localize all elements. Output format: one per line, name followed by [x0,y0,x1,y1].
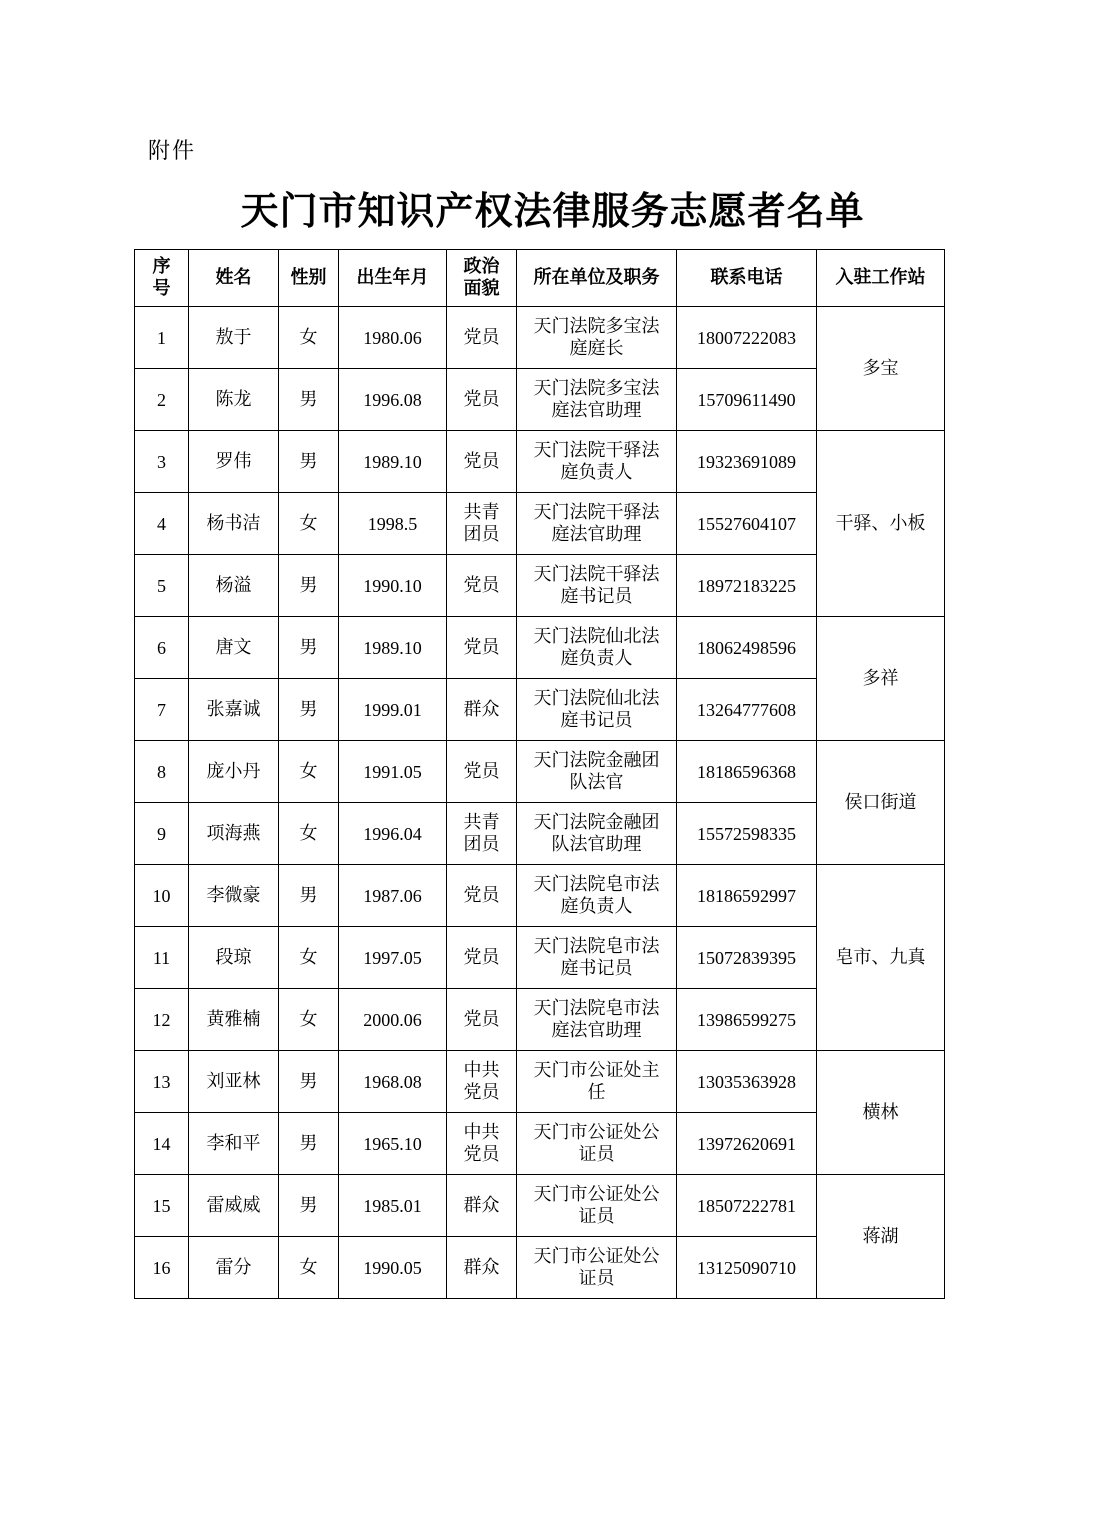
cell-phone: 19323691089 [677,431,817,493]
cell-unit: 天门法院仙北法庭负责人 [517,617,677,679]
table-row [135,307,945,369]
cell-name: 张嘉诚 [189,679,279,741]
cell-name: 李和平 [189,1113,279,1175]
cell-political: 党员 [447,431,517,493]
cell-gender: 男 [279,369,339,431]
cell-political: 党员 [447,369,517,431]
cell-political: 党员 [447,617,517,679]
cell-station: 蒋湖 [817,1175,945,1299]
cell-political: 群众 [447,679,517,741]
cell-name: 庞小丹 [189,741,279,803]
table-header-row [135,250,945,307]
cell-station: 干驿、小板 [817,431,945,617]
cell-unit: 天门法院金融团队法官助理 [517,803,677,865]
cell-name: 杨书洁 [189,493,279,555]
cell-unit: 天门法院多宝法庭法官助理 [517,369,677,431]
cell-no: 15 [135,1175,189,1237]
cell-no: 1 [135,307,189,369]
cell-phone: 18972183225 [677,555,817,617]
cell-gender: 男 [279,1113,339,1175]
cell-name: 敖于 [189,307,279,369]
header-birth: 出生年月 [339,250,447,307]
cell-political: 中共党员 [447,1051,517,1113]
cell-no: 14 [135,1113,189,1175]
cell-name: 陈龙 [189,369,279,431]
header-gender: 性别 [279,250,339,307]
cell-phone: 18186596368 [677,741,817,803]
cell-political: 党员 [447,865,517,927]
cell-political: 共青团员 [447,493,517,555]
cell-name: 黄雅楠 [189,989,279,1051]
table-body [135,307,945,1299]
cell-no: 4 [135,493,189,555]
cell-unit: 天门法院干驿法庭书记员 [517,555,677,617]
header-station: 入驻工作站 [817,250,945,307]
cell-birth: 1987.06 [339,865,447,927]
cell-birth: 1985.01 [339,1175,447,1237]
cell-name: 雷分 [189,1237,279,1299]
cell-name: 唐文 [189,617,279,679]
header-political: 政治面貌 [447,250,517,307]
cell-birth: 1996.04 [339,803,447,865]
cell-phone: 13264777608 [677,679,817,741]
cell-gender: 男 [279,1175,339,1237]
cell-no: 2 [135,369,189,431]
cell-unit: 天门法院皂市法庭书记员 [517,927,677,989]
cell-gender: 女 [279,803,339,865]
cell-phone: 18062498596 [677,617,817,679]
cell-unit: 天门法院金融团队法官 [517,741,677,803]
cell-political: 群众 [447,1175,517,1237]
cell-phone: 15709611490 [677,369,817,431]
cell-name: 李微豪 [189,865,279,927]
cell-gender: 女 [279,741,339,803]
cell-political: 党员 [447,927,517,989]
cell-gender: 男 [279,555,339,617]
cell-phone: 13986599275 [677,989,817,1051]
cell-unit: 天门市公证处公证员 [517,1237,677,1299]
cell-political: 党员 [447,555,517,617]
table-row [135,865,945,927]
cell-birth: 1980.06 [339,307,447,369]
header-no: 序号 [135,250,189,307]
cell-no: 9 [135,803,189,865]
cell-unit: 天门法院干驿法庭法官助理 [517,493,677,555]
cell-political: 党员 [447,307,517,369]
cell-no: 6 [135,617,189,679]
cell-phone: 18186592997 [677,865,817,927]
cell-name: 项海燕 [189,803,279,865]
cell-political: 共青团员 [447,803,517,865]
cell-unit: 天门市公证处主任 [517,1051,677,1113]
cell-no: 5 [135,555,189,617]
cell-station: 横林 [817,1051,945,1175]
cell-unit: 天门法院仙北法庭书记员 [517,679,677,741]
table-row [135,741,945,803]
cell-gender: 男 [279,865,339,927]
cell-no: 16 [135,1237,189,1299]
cell-gender: 女 [279,307,339,369]
cell-unit: 天门法院皂市法庭负责人 [517,865,677,927]
cell-unit: 天门法院干驿法庭负责人 [517,431,677,493]
cell-name: 杨溢 [189,555,279,617]
cell-phone: 18507222781 [677,1175,817,1237]
cell-phone: 15572598335 [677,803,817,865]
header-name: 姓名 [189,250,279,307]
attachment-label: 附件 [148,139,197,164]
cell-name: 刘亚林 [189,1051,279,1113]
cell-phone: 13035363928 [677,1051,817,1113]
cell-unit: 天门市公证处公证员 [517,1175,677,1237]
cell-phone: 18007222083 [677,307,817,369]
cell-station: 多宝 [817,307,945,431]
cell-birth: 1989.10 [339,617,447,679]
cell-no: 10 [135,865,189,927]
cell-birth: 1996.08 [339,369,447,431]
cell-unit: 天门法院多宝法庭庭长 [517,307,677,369]
volunteer-table [134,249,945,1299]
header-phone: 联系电话 [677,250,817,307]
cell-gender: 女 [279,927,339,989]
cell-birth: 1997.05 [339,927,447,989]
cell-unit: 天门法院皂市法庭法官助理 [517,989,677,1051]
cell-gender: 男 [279,431,339,493]
table-row [135,431,945,493]
cell-political: 党员 [447,989,517,1051]
cell-name: 罗伟 [189,431,279,493]
cell-station: 侯口街道 [817,741,945,865]
cell-gender: 男 [279,617,339,679]
cell-birth: 2000.06 [339,989,447,1051]
cell-no: 13 [135,1051,189,1113]
cell-birth: 1990.05 [339,1237,447,1299]
cell-no: 12 [135,989,189,1051]
cell-gender: 男 [279,679,339,741]
cell-birth: 1968.08 [339,1051,447,1113]
cell-no: 8 [135,741,189,803]
cell-unit: 天门市公证处公证员 [517,1113,677,1175]
cell-gender: 女 [279,493,339,555]
cell-no: 11 [135,927,189,989]
cell-name: 段琼 [189,927,279,989]
cell-birth: 1999.01 [339,679,447,741]
table-row [135,1175,945,1237]
cell-station: 皂市、九真 [817,865,945,1051]
cell-gender: 男 [279,1051,339,1113]
cell-phone: 15072839395 [677,927,817,989]
cell-birth: 1998.5 [339,493,447,555]
cell-no: 7 [135,679,189,741]
cell-birth: 1990.10 [339,555,447,617]
table-row [135,617,945,679]
header-unit: 所在单位及职务 [517,250,677,307]
cell-no: 3 [135,431,189,493]
cell-political: 党员 [447,741,517,803]
cell-station: 多祥 [817,617,945,741]
cell-political: 群众 [447,1237,517,1299]
cell-birth: 1989.10 [339,431,447,493]
cell-phone: 15527604107 [677,493,817,555]
cell-political: 中共党员 [447,1113,517,1175]
cell-birth: 1965.10 [339,1113,447,1175]
document-title: 天门市知识产权法律服务志愿者名单 [240,189,865,233]
cell-phone: 13972620691 [677,1113,817,1175]
cell-gender: 女 [279,989,339,1051]
cell-gender: 女 [279,1237,339,1299]
cell-phone: 13125090710 [677,1237,817,1299]
cell-birth: 1991.05 [339,741,447,803]
table-row [135,1051,945,1113]
cell-name: 雷威威 [189,1175,279,1237]
